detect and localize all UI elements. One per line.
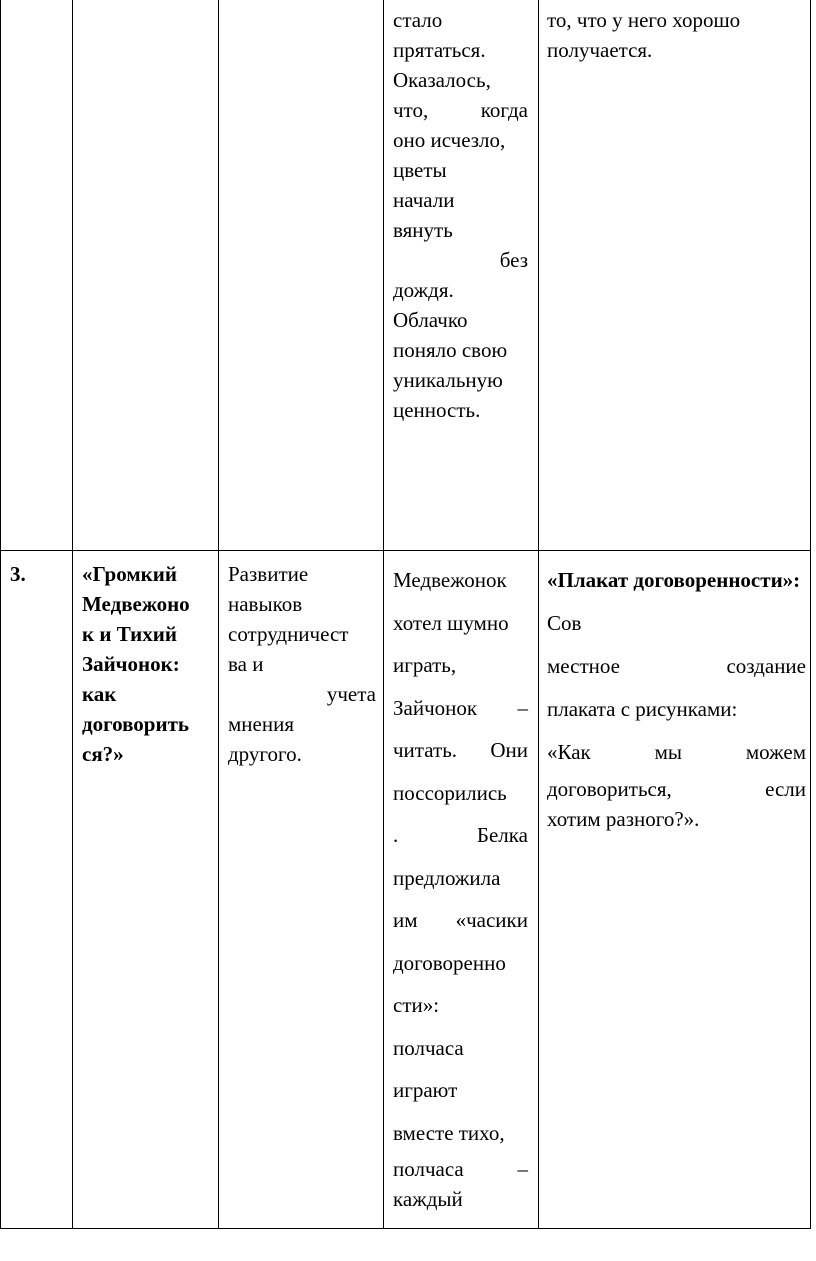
activity-text: Сов [547, 611, 582, 635]
text-line: ценность. [393, 398, 481, 422]
column-divider-1 [72, 0, 73, 1229]
text-line: хотел шумно [393, 610, 509, 635]
lesson-activity-cell [547, 559, 806, 834]
text-line: Медвежоно [82, 592, 190, 616]
text-line [547, 559, 806, 645]
continued-activity-cell [547, 5, 805, 65]
text-line: поняло свою [393, 338, 508, 362]
text-line: получается. [547, 38, 653, 62]
text-line: начали [393, 188, 455, 212]
row-number: 3. [10, 562, 26, 586]
text-line: им «часики [393, 908, 528, 932]
text-line: хотим разного?». [547, 807, 700, 831]
text-line: к и Тихий [82, 622, 177, 646]
row-divider [0, 550, 811, 551]
text-line: без [499, 248, 528, 272]
text-line: Облачко [393, 308, 468, 332]
text-line: сотрудничест [228, 622, 349, 646]
text-line: «Как мы можем [547, 740, 806, 764]
text-line: ся?» [82, 742, 124, 766]
text-line: другого. [228, 742, 302, 766]
continued-plot-cell [393, 5, 528, 425]
text-line: договоренно [393, 950, 506, 975]
text-line: играть, [393, 653, 457, 677]
text-line: что, когда [393, 98, 528, 122]
text-line: Зайчонок: [82, 652, 180, 676]
text-line: Зайчонок – [393, 695, 528, 720]
text-line: читать. Они [393, 738, 528, 762]
text-line: Развитие [228, 562, 309, 586]
lesson-plot-cell [393, 559, 528, 1214]
text-line: вянуть [393, 218, 453, 242]
text-line: мнения [228, 712, 294, 736]
text-line: ва и [228, 652, 264, 676]
text-line: предложила [393, 865, 501, 890]
text-line: местное создание [547, 654, 806, 678]
text-line: дождя. [393, 278, 454, 302]
text-line: поссорились [393, 780, 507, 805]
text-line: каждый [393, 1187, 463, 1211]
text-line: цветы [393, 158, 447, 182]
table-border-bottom [0, 1228, 811, 1229]
text-line: уникальную [393, 368, 503, 392]
text-line: Оказалось, [393, 68, 491, 92]
text-line: оно исчезло, [393, 128, 506, 152]
table-border-left [0, 0, 1, 1229]
text-line: навыков [228, 592, 303, 616]
text-line: . Белка [393, 823, 528, 847]
column-divider-2 [218, 0, 219, 1229]
text-line: полчаса [393, 1035, 464, 1060]
lesson-goal-cell [228, 559, 376, 769]
activity-title: «Плакат договоренности»: [547, 568, 801, 592]
text-line: сти»: [393, 993, 440, 1017]
text-line: «Громкий [82, 562, 177, 586]
text-line: договориться, если [547, 777, 806, 801]
lesson-title-cell [82, 559, 214, 769]
text-line: договорить [82, 712, 190, 736]
text-line: плаката с рисунками: [547, 697, 738, 721]
text-line: полчаса – [393, 1157, 528, 1181]
column-divider-3 [383, 0, 384, 1229]
text-line: стало [393, 8, 443, 32]
table-border-right [810, 0, 811, 1229]
text-line: прятаться. [393, 38, 486, 62]
text-line: то, что у него хорошо [547, 8, 741, 32]
text-line: Медвежонок [393, 568, 507, 592]
text-line: как [82, 682, 117, 706]
text-line: учета [326, 682, 376, 706]
column-divider-4 [538, 0, 539, 1229]
text-line: вместе тихо, [393, 1120, 505, 1145]
text-line: играют [393, 1078, 458, 1102]
